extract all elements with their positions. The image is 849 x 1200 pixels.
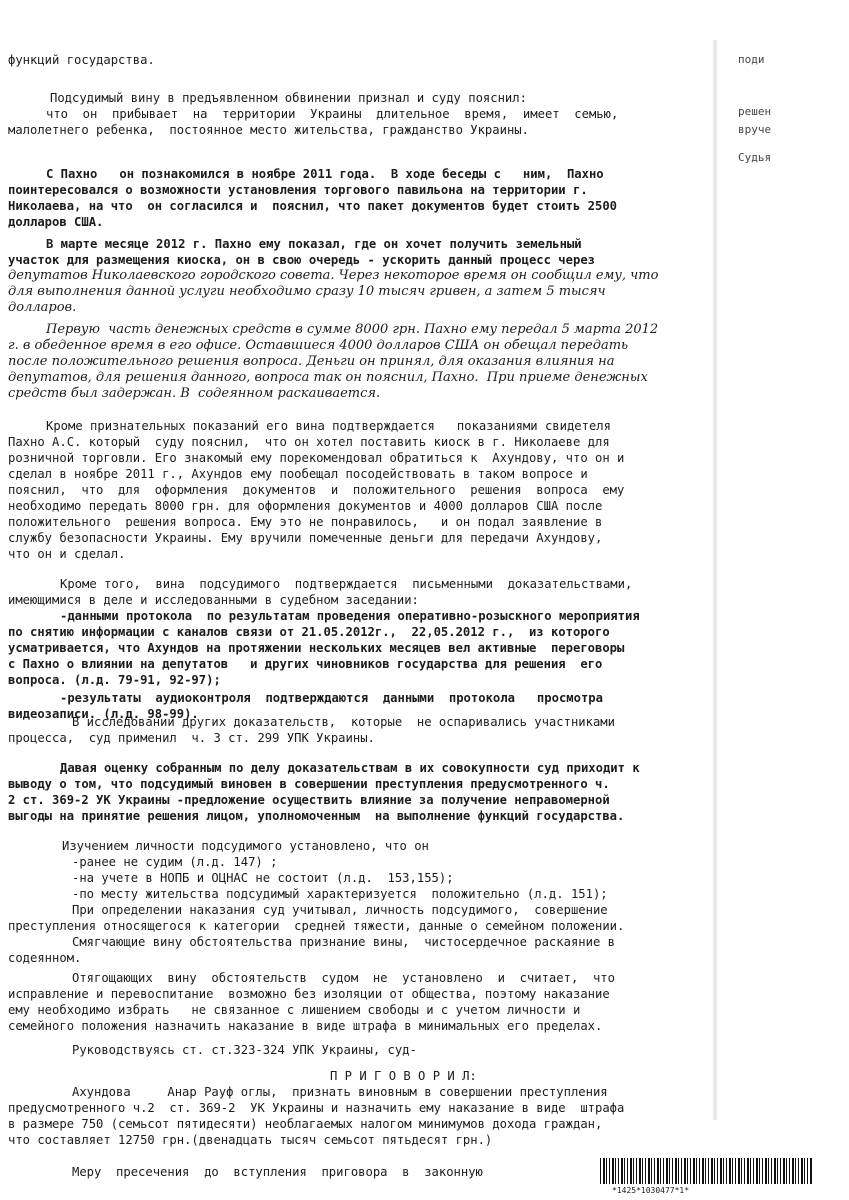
text-line: что составляет 12750 грн.(двенадцать тысяч семьсот пятьдесят грн.) — [8, 1133, 493, 1147]
text-line: долларов США. — [8, 215, 104, 229]
text-line: розничной торговли. Его знакомый ему порекомендовал обратиться к Ахундову, что он и — [8, 451, 625, 465]
page-fold-shadow — [712, 40, 718, 1120]
text-line: необходимо передать 8000 грн. для оформления документов и 4000 долларов США после — [8, 499, 603, 513]
text-line: ему необходимо избрать не связанное с лишением свободы и с учетом личности и — [8, 1003, 581, 1017]
margin-note: поди — [738, 53, 765, 66]
text-line: -результаты аудиоконтроля подтверждаются данными протокола просмотра — [60, 691, 603, 705]
text-line: С Пахно он познакомился в ноябре 2011 года. В ходе беседы с ним, Пахно — [46, 167, 604, 181]
text-line: г. в обеденное время в его офисе. Оставшиеся 4000 долларов США он обещал передать — [8, 338, 629, 353]
text-line: что он и сделал. — [8, 547, 126, 561]
text-line: -ранее не судим (л.д. 147) ; — [72, 855, 278, 869]
text-line: усматривается, что Ахундов на протяжении нескольких месяцев вел активные переговоры — [8, 641, 625, 655]
barcode — [600, 1158, 812, 1184]
text-line: Отягощающих вину обстоятельств судом не установлено и считает, что — [72, 971, 615, 985]
text-line: В марте месяце 2012 г. Пахно ему показал, где он хочет получить земельный — [46, 237, 582, 251]
text-line: выводу о том, что подсудимый виновен в совершении преступления предусмотренного ч. — [8, 777, 610, 791]
text-line: Давая оценку собранным по делу доказательствам в их совокупности суд приходит к — [60, 761, 640, 775]
text-line: -на учете в НОПБ и ОЦНАС не состоит (л.д. 153,155); — [72, 871, 454, 885]
text-line: депутатов, для решения данного, вопроса так он пояснил, Пахно. При приеме денежных — [8, 370, 648, 385]
text-line: Смягчающие вину обстоятельства признание вины, чистосердечное раскаяние в — [72, 935, 615, 949]
text-line: преступления относящегося к категории средней тяжести, данные о семейном положении. — [8, 919, 625, 933]
text-line: Первую часть денежных средств в сумме 8000 грн. Пахно ему передал 5 марта 2012 — [46, 322, 659, 337]
text-line: участок для размещения киоска, он в свою очередь - ускорить данный процесс через — [8, 253, 595, 267]
text-line: сделал в ноябре 2011 г., Ахундов ему пообещал посодействовать в таком вопросе и — [8, 467, 588, 481]
text-line: в размере 750 (семьсот пятидесяти) необлагаемых налогом минимумов дохода граждан, — [8, 1117, 603, 1131]
text-line: малолетнего ребенка, постоянное место жительства, гражданство Украины. — [8, 123, 529, 137]
text-line: поинтересовался о возможности установления торгового павильона на территории г. — [8, 183, 588, 197]
text-line: вопроса. (л.д. 79-91, 92-97); — [8, 673, 221, 687]
text-line: средств был задержан. В содеянном раскаивается. — [8, 386, 381, 401]
margin-note: решен — [738, 105, 772, 118]
text-line: депутатов Николаевского городского совета. Через некоторое время он сообщил ему, что — [8, 268, 659, 283]
text-line: процесса, суд применил ч. 3 ст. 299 УПК Украины. — [8, 731, 375, 745]
text-line: При определении наказания суд учитывал, личность подсудимого, совершение — [72, 903, 608, 917]
text-line: Руководствуясь ст. ст.323-324 УПК Украины, суд- — [72, 1043, 417, 1057]
text-line: Меру пресечения до вступления приговора в законную — [72, 1165, 483, 1179]
text-line: службу безопасности Украины. Ему вручили помеченные деньги для передачи Ахундову, — [8, 531, 603, 545]
margin-note: вруче — [738, 123, 772, 136]
barcode-number: *1425*1030477*1* — [612, 1186, 690, 1195]
text-line: Подсудимый вину в предъявленном обвинении признал и суду пояснил: — [50, 91, 527, 105]
text-line: после положительного решения вопроса. Деньги он принял, для оказания влияния на — [8, 354, 615, 369]
text-line: долларов. — [8, 300, 77, 315]
text-line: выгоды на принятие решения лицом, уполномоченным на выполнение функций государства. — [8, 809, 625, 823]
text-line: Кроме того, вина подсудимого подтверждается письменными доказательствами, — [60, 577, 633, 591]
text-line: семейного положения назначить наказание в виде штрафа в минимальных его пределах. — [8, 1019, 603, 1033]
text-line: -данными протокола по результатам проведения оперативно-розыскного мероприятия — [60, 609, 640, 623]
text-line: что он прибывает на территории Украины длительное время, имеет семью, — [46, 107, 619, 121]
text-line: Ахундова Анар Рауф оглы, признать виновным в совершении преступления — [72, 1085, 608, 1099]
text-line: Кроме признательных показаний его вина подтверждается показаниями свидетеля — [46, 419, 611, 433]
text-line: исправление и перевоспитание возможно без изоляции от общества, поэтому наказание — [8, 987, 610, 1001]
text-line: функций государства. — [8, 53, 155, 67]
text-line: содеянном. — [8, 951, 82, 965]
text-line: по снятию информации с каналов связи от 21.05.2012г., 22,05.2012 г., из которого — [8, 625, 610, 639]
text-line: Николаева, на что он согласился и пояснил, что пакет документов будет стоить 2500 — [8, 199, 618, 213]
text-line: положительного решения вопроса. Ему это не понравилось, и он подал заявление в — [8, 515, 603, 529]
text-line: видеозаписи. (л.д. 98-99). — [8, 707, 199, 721]
margin-note: Судья — [738, 151, 772, 164]
text-line: -по месту жительства подсудимый характеризуется положительно (л.д. 151); — [72, 887, 608, 901]
text-line: Изучением личности подсудимого установлено, что он — [62, 839, 429, 853]
text-line: для выполнения данной услуги необходимо сразу 10 тысяч гривен, а затем 5 тысяч — [8, 284, 606, 299]
text-line: с Пахно о влиянии на депутатов и других чиновников государства для решения его — [8, 657, 603, 671]
text-line: П Р И Г О В О Р И Л: — [330, 1069, 477, 1083]
text-line: имеющимися в деле и исследованными в судебном заседании: — [8, 593, 419, 607]
text-line: предусмотренного ч.2 ст. 369-2 УК Украины и назначить ему наказание в виде штрафа — [8, 1101, 625, 1115]
text-line: 2 ст. 369-2 УК Украины -предложение осуществить влияние за получение неправомерной — [8, 793, 610, 807]
text-line: В исследовании других доказательств, которые не оспаривались участниками — [72, 715, 615, 729]
text-line: Пахно А.С. который суду пояснил, что он хотел поставить киоск в г. Николаеве для — [8, 435, 610, 449]
text-line: пояснил, что для оформления документов и положительного решения вопроса ему — [8, 483, 625, 497]
